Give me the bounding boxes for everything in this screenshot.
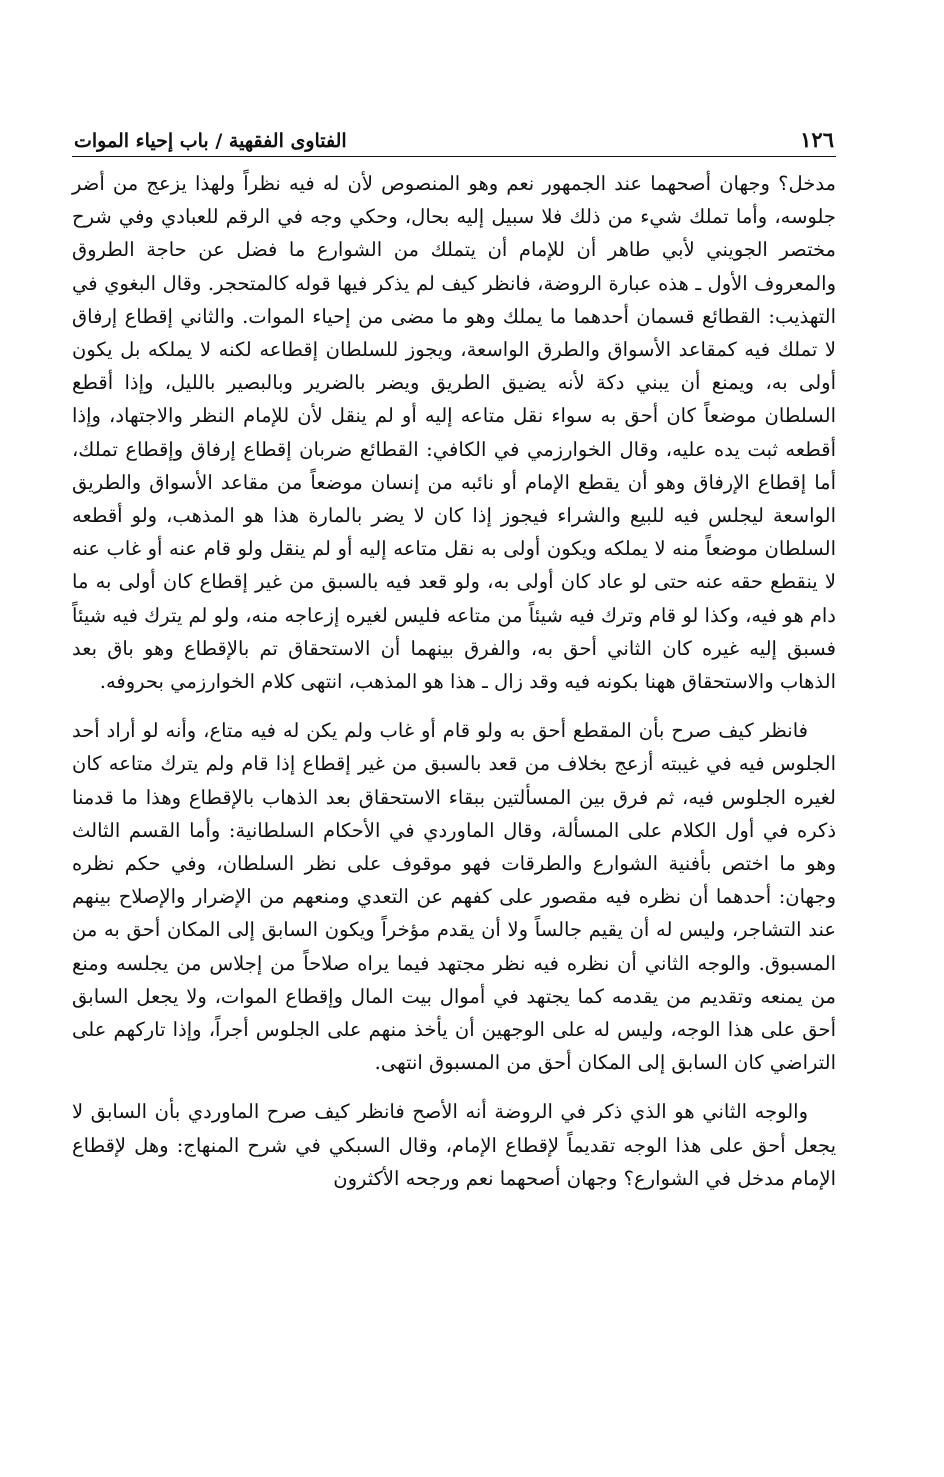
paragraph-3: والوجه الثاني هو الذي ذكر في الروضة أنه الأصح فانظر كيف صرح الماوردي بأن السابق لا يجعل أحق على هذا الوجه تقديماً لإقطاع الإمام، وقال السبكي في شرح المنهاج: وهل لإقطاع الإمام مدخل في الشوارع؟ وجهان أصحهما نعم ورجحه الأكثرون: [72, 1100, 836, 1190]
page-number: ١٢٦: [800, 127, 834, 152]
running-header: [72, 118, 836, 157]
paragraph-2: فانظر كيف صرح بأن المقطع أحق به ولو قام أو غاب ولم يكن له فيه متاع، وأنه لو أراد أحد الجلوس فيه في غيبته أزعج بخلاف من قعد بالسبق من غير إقطاع إذا قام ولم يترك متاعه كان لغيره الجلوس فيه، ثم فرق بين المسألتين ببقاء الاستحقاق بعد الذهاب بالإقطاع وهذا ما قدمنا ذكره في أول الكلام على المسألة، وقال الماوردي في الأحكام السلطانية: وأما القسم الثالث وهو ما اختص بأفنية الشوارع والطرقات فهو موقوف على نظر السلطان، وفي حكم نظره وجهان: أحدهما أن نظره فيه مقصور على كفهم عن التعدي ومنعهم من الإضرار والإصلاح بينهم عند التشاجر، وليس له أن يقيم جالساً ولا أن يقدم مؤخراً ويكون السابق إلى المكان أحق به من المسبوق. والوجه الثاني أن نظره فيه نظر مجتهد فيما يراه صلاحاً من إجلاس من يجلسه ومنع من يمنعه وتقديم من يقدمه كما يجتهد في أموال بيت المال وإقطاع الموات، ولا يجعل السابق أحق على هذا الوجه، وليس له على الوجهين أن يأخذ منهم على الجلوس أجراً، وإذا تاركهم على التراضي كان السابق إلى المكان أحق من المسبوق انتهى.: [72, 719, 836, 1075]
book-page: [72, 118, 836, 1195]
paragraph-1: مدخل؟ وجهان أصحهما عند الجمهور نعم وهو المنصوص لأن له فيه نظراً ولهذا يزعج من أضر جلوسه، وأما تملك شيء من ذلك فلا سبيل إليه بحال، وحكي وجه في الرقم للعبادي وفي شرح مختصر الجويني لأبي طاهر أن للإمام أن يتملك من الشوارع ما فضل عن حاجة الطروق والمعروف الأول ـ هذه عبارة الروضة، فانظر كيف لم يذكر فيها قوله كالمتحجر. وقال البغوي في التهذيب: القطائع قسمان أحدهما ما يملك وهو ما مضى من إحياء الموات. والثاني إقطاع إرفاق لا تملك فيه كمقاعد الأسواق والطرق الواسعة، ويجوز للسلطان إقطاعه لكنه لا يملكه بل يكون أولى به، ويمنع أن يبني دكة لأنه يضيق الطريق ويضر بالضرير وبالبصير بالليل، وإذا أقطع السلطان موضعاً كان أحق به سواء نقل متاعه إليه أو لم ينقل لأن للإمام النظر والاجتهاد، وإذا أقطعه ثبت يده عليه، وقال الخوارزمي في الكافي: القطائع ضربان إقطاع إرفاق وإقطاع تملك، أما إقطاع الإرفاق وهو أن يقطع الإمام أو نائبه من إنسان موضعاً من مقاعد الأسواق والطريق الواسعة ليجلس فيه للبيع والشراء فيجوز إذا كان لا يضر بالمارة هذا هو المذهب، ولو أقطعه السلطان موضعاً منه لا يملكه ويكون أولى به نقل متاعه إليه أو لم ينقل ولو قام عنه أو غاب عنه لا ينقطع حقه عنه حتى لو عاد كان أولى به، ولو قعد فيه بالسبق من غير إقطاع كان أولى به ما دام هو فيه، وكذا لو قام وترك فيه شيئاً من متاعه فليس لغيره إزعاجه منه، ولو لم يترك فيه شيئاً فسبق إليه غيره كان الثاني أحق به، والفرق بينهما أن الاستحقاق تم بالإقطاع وهو باق بعد الذهاب والاستحقاق ههنا بكونه فيه وقد زال ـ هذا هو المذهب، انتهى كلام الخوارزمي بحروفه.: [72, 172, 836, 694]
body-text: [72, 167, 836, 1195]
running-title: الفتاوى الفقهية / باب إحياء الموات: [74, 130, 347, 152]
